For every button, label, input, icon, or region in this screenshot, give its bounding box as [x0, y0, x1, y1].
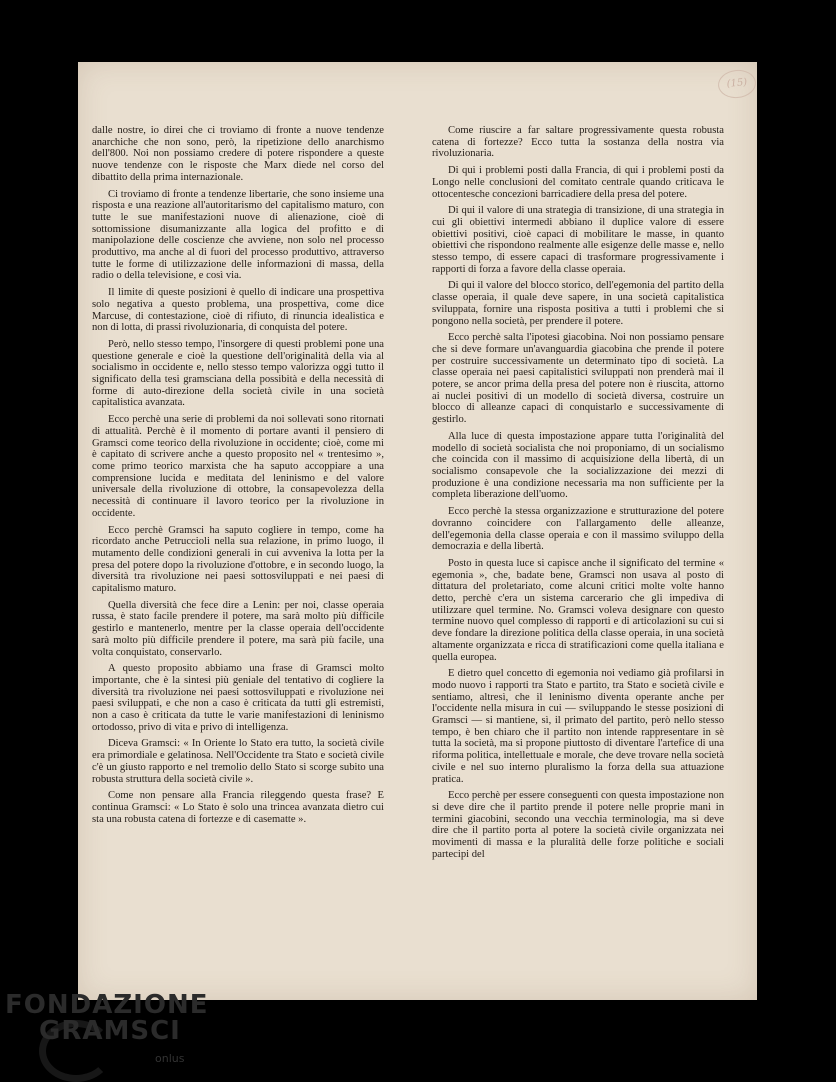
- paragraph: Ecco perchè salta l'ipotesi giacobina. Noi non possiamo pensare che si deve formare un'avanguardia giacobina che prende il potere per costruire successivamente un determinato tipo di società. La classe operaia nei paesi capitalistici sviluppati non prenderà mai il potere, se ancor prima della presa del potere non è riuscita, attorno ai nuclei positivi di un modello di società diversa, costruire un blocco di alleanze capaci di conquistarlo e successivamente di gestirlo.: [432, 332, 724, 426]
- paragraph: Però, nello stesso tempo, l'insorgere di questi problemi pone una questione generale e cioè la questione dell'originalità della via al socialismo in occidente e, nello stesso tempo valorizza oggi tutto il significato della tesi gramsciana della possibità e della necessità di forme di auto-direzione della società civile in una società capitalistica avanzata.: [92, 338, 384, 409]
- left-text-column: [92, 125, 384, 830]
- paragraph: E dietro quel concetto di egemonia noi vediamo già profilarsi in modo nuovo i rapporti tra Stato e partito, tra Stato e società civile e sentiamo, altresì, che il leninismo diventa operante anche per l'occidente nella misura in cui — sviluppando le stesse posizioni di Gramsci — si mantiene, sì, il primato del partito, però nello stesso tempo, è ben chiaro che il partito non intende rappresentare in sè tutta la società, ma si propone piuttosto di diventare l'artefice di una riforma politica, intellettuale e morale, che deve trovare nella società civile e nel suo interno pluralismo la forza della sua attuazione pratica.: [432, 668, 724, 785]
- paragraph: Di qui i problemi posti dalla Francia, di qui i problemi posti da Longo nelle conclusioni del comitato centrale quando criticava le ottocentesche concezioni barricadiere della presa del potere.: [432, 165, 724, 200]
- paragraph: A questo proposito abbiamo una frase di Gramsci molto importante, che è la sintesi più geniale del tentativo di cogliere la diversità tra rivoluzione nei paesi sottosviluppati e rivoluzione nei paesi sviluppati, e che non a caso è criticata da tutti gli estremisti, non a caso è criticata da tutte le varie manifestazioni di leninismo ortodosso, privo di vita e privo di intelligenza.: [92, 663, 384, 733]
- paragraph: Ecco perchè la stessa organizzazione e strutturazione del potere dovranno coincidere con l'allargamento delle alleanze, dell'egemonia della classe operaia e con il massimo sviluppo della democrazia e della libertà.: [432, 506, 724, 553]
- paragraph: dalle nostre, io direi che ci troviamo di fronte a nuove tendenze anarchiche che non sono, però, la ripetizione dello anarchismo dell'800. Noi non possiamo credere di potere rispondere a queste nuove tendenze con le risposte che Marx diede nel corso del dibattito della prima internazionale.: [92, 125, 384, 183]
- fondazione-gramsci-logo: [5, 990, 225, 1070]
- paragraph: Il limite di queste posizioni è quello di indicare una prospettiva solo negativa a questo problema, una prospettiva, come dice Marcuse, di contestazione, cioè di rifiuto, di rinuncia idealistica e non di lotta, di prassi rivoluzionaria, di conquista del potere.: [92, 287, 384, 334]
- paragraph: Alla luce di questa impostazione appare tutta l'originalità del modello di società socialista che noi proponiamo, di un socialismo che coincida con il massimo di acquisizione della libertà, di un socialismo consapevole che la socializzazione dei mezzi di produzione è una condizione necessaria ma non sufficiente per la completa liberazione dell'uomo.: [432, 430, 724, 501]
- paragraph: Ecco perchè per essere conseguenti con questa impostazione non si deve dire che il partito prende il potere nelle proprie mani in termini giacobini, secondo una vecchia terminologia, ma si deve dire che il partito porta al potere la società civile organizzata nei movimenti di massa e la pluralità delle forze politiche e sociali partecipi del: [432, 790, 724, 860]
- logo-line-2: GRAMSCI: [39, 1016, 181, 1046]
- logo-subtitle: onlus: [155, 1052, 185, 1065]
- paragraph: Di qui il valore del blocco storico, dell'egemonia del partito della classe operaia, il quale deve sapere, in una società capitalistica sviluppata, fornire una risposta positiva a tutti i problemi che si pongono nella società, per prendere il potere.: [432, 280, 724, 327]
- document-page: [78, 62, 757, 1000]
- paragraph: Di qui il valore di una strategia di transizione, di una strategia in cui gli obiettivi intermedi abbiano il duplice valore di essere obiettivi positivi, cioè capaci di mobilitare le masse, in quanto obiettivi che rispondono realmente alle esigenze delle masse e, nello stesso tempo, di essere capaci di trasformare progressivamente i rapporti di forza a favore della classe operaia.: [432, 205, 724, 275]
- paragraph: Ci troviamo di fronte a tendenze libertarie, che sono insieme una risposta e una reazione all'autoritarismo del capitalismo maturo, con tutte le sue manifestazioni nuove di alienazione, cioè di sottomissione disumanizzante alla logica del profitto e di manipolazione delle coscienze che avviene, non solo nel processo produttivo, ma anche al di fuori del processo produttivo, attraverso tutte le forme di utilizzazione delle informazioni di massa, della radio o della televisione, e così via.: [92, 188, 384, 282]
- logo-line-1: FONDAZIONE: [5, 990, 209, 1020]
- paragraph: Come riuscire a far saltare progressivamente questa robusta catena di fortezze? Ecco tutta la sostanza della nostra via rivoluzionaria.: [432, 125, 724, 160]
- right-text-column: [432, 125, 724, 865]
- paragraph: Diceva Gramsci: « In Oriente lo Stato era tutto, la società civile era primordiale e gelatinosa. Nell'Occidente tra Stato e società civile c'è un giusto rapporto e nel tremolio dello Stato si scorge subito una robusta struttura della società civile ».: [92, 738, 384, 785]
- paragraph: Come non pensare alla Francia rileggendo questa frase? E continua Gramsci: « Lo Stato è solo una trincea avanzata dietro cui sta una robusta catena di fortezze e di casematte ».: [92, 790, 384, 825]
- paragraph: Quella diversità che fece dire a Lenin: per noi, classe operaia russa, è stato facile prendere il potere, ma sarà molto più difficile gestirlo e mantenerlo, mentre per la classe operaia dell'occidente sarà molto più difficile prendere il potere, ma sarà più facile, una volta conquistato, conservarlo.: [92, 599, 384, 658]
- paragraph: Ecco perchè Gramsci ha saputo cogliere in tempo, come ha ricordato anche Petruccioli nella sua relazione, in primo luogo, il mutamento delle condizioni generali in cui avveniva la lotta per la presa del potere dopo la rivoluzione d'ottobre, e in secondo luogo, la diversità tra rivoluzione nei paesi sottosviluppati e nei paesi di capitalismo maturo.: [92, 524, 384, 595]
- page-number-stamp: (15): [717, 68, 758, 100]
- paragraph: Posto in questa luce si capisce anche il significato del termine « egemonia », che, badate bene, Gramsci non usava al posto di dittatura del proletariato, come alcuni critici molte volte hanno detto, perchè c'era un sistema carcerario che gli impediva di utilizzare quel termine. No. Gramsci voleva designare con questo termine nuovo quel complesso di rapporti e di articolazioni su cui si deve fondare la direzione politica della classe operaia, in una società altamente organizzata e ricca di stratificazioni come quella italiana e quella europea.: [432, 557, 724, 663]
- paragraph: Ecco perchè una serie di problemi da noi sollevati sono ritornati di attualità. Perchè è il momento di portare avanti il pensiero di Gramsci come teorico della rivoluzione in occidente; cioè, come mi è capitato di scrivere anche a questo proposito nel « trentesimo », come primo teorico marxista che ha saputo accoppiare a una comprensione lucida e meditata del leninismo e del valore universale della rivoluzione di ottobre, la consapevolezza della necessità di continuare il lavoro teorico per la rivoluzione in occidente.: [92, 414, 384, 519]
